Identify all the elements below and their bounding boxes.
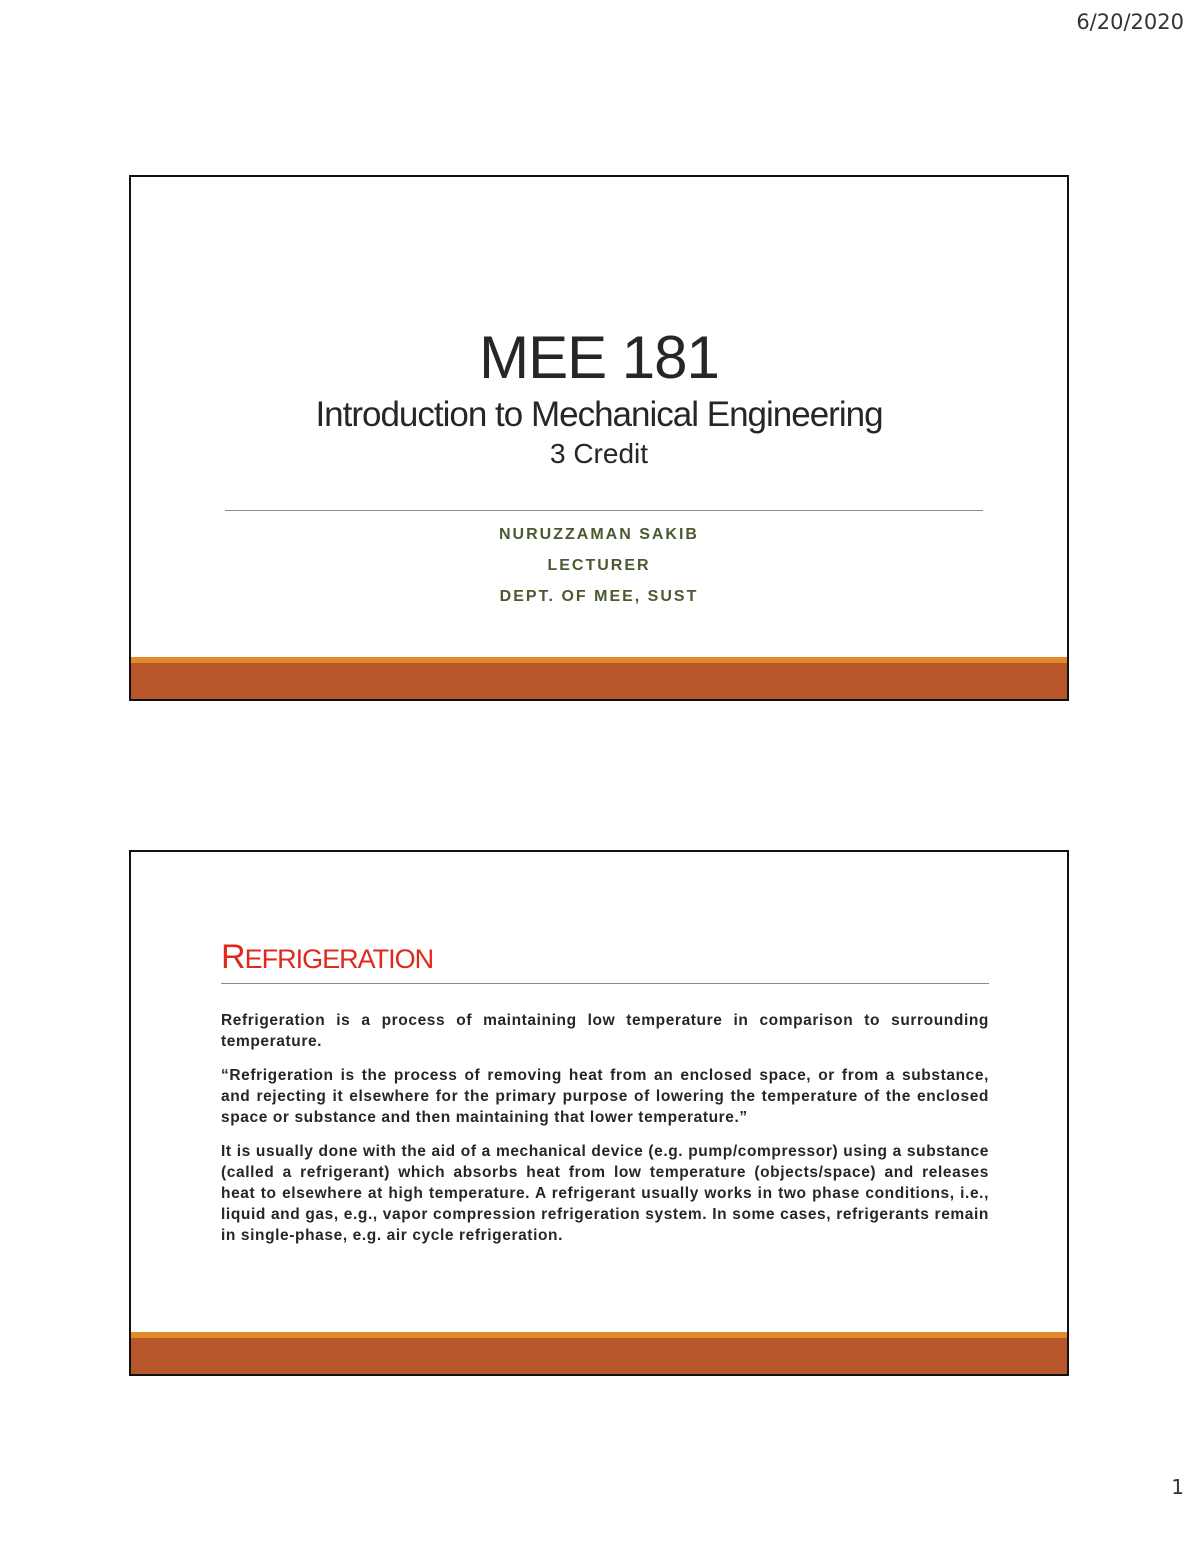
heading-initial: R xyxy=(221,938,245,976)
title-divider xyxy=(225,510,983,511)
presenter-info xyxy=(131,519,1067,612)
slide-footer-bar xyxy=(131,1332,1067,1374)
course-name: Introduction to Mechanical Engineering xyxy=(315,395,883,434)
course-credit: 3 Credit xyxy=(549,438,649,469)
title-block xyxy=(131,325,1067,471)
page-number: 1 xyxy=(1171,1475,1184,1499)
course-code: MEE 181 xyxy=(479,324,719,391)
page-date: 6/20/2020 xyxy=(1076,10,1184,34)
slide-heading xyxy=(221,938,433,977)
presenter-name: NURUZZAMAN SAKIB xyxy=(499,526,699,543)
refrigeration-slide xyxy=(129,850,1069,1376)
presenter-dept: DEPT. OF MEE, SUST xyxy=(499,588,699,605)
slide-footer-bar xyxy=(131,657,1067,699)
heading-rest: EFRIGERATION xyxy=(244,944,434,974)
title-slide xyxy=(129,175,1069,701)
heading-divider xyxy=(221,983,989,984)
paragraph-quote: “Refrigeration is the process of removing heat from an enclosed space, or from a substance, and rejecting it elsewhere for the primary purpose of lowering the temperature of the enclosed space or substance and then maintaining that lower temperature.” xyxy=(221,1067,989,1126)
slide-body xyxy=(221,1010,989,1259)
paragraph-method: It is usually done with the aid of a mechanical device (e.g. pump/compressor) using a substance (called a refrigerant) which absorbs heat from low temperature (objects/space) and releases heat to elsewhere at high temperature. A refrigerant usually works in two phase conditions, i.e., liquid and gas, e.g., vapor compression refrigeration system. In some cases, refrigerants remain in single-phase, e.g. air cycle refrigeration. xyxy=(221,1143,989,1244)
presenter-title: LECTURER xyxy=(547,557,651,574)
paragraph-definition: Refrigeration is a process of maintaining low temperature in comparison to surrounding temperature. xyxy=(221,1012,989,1050)
